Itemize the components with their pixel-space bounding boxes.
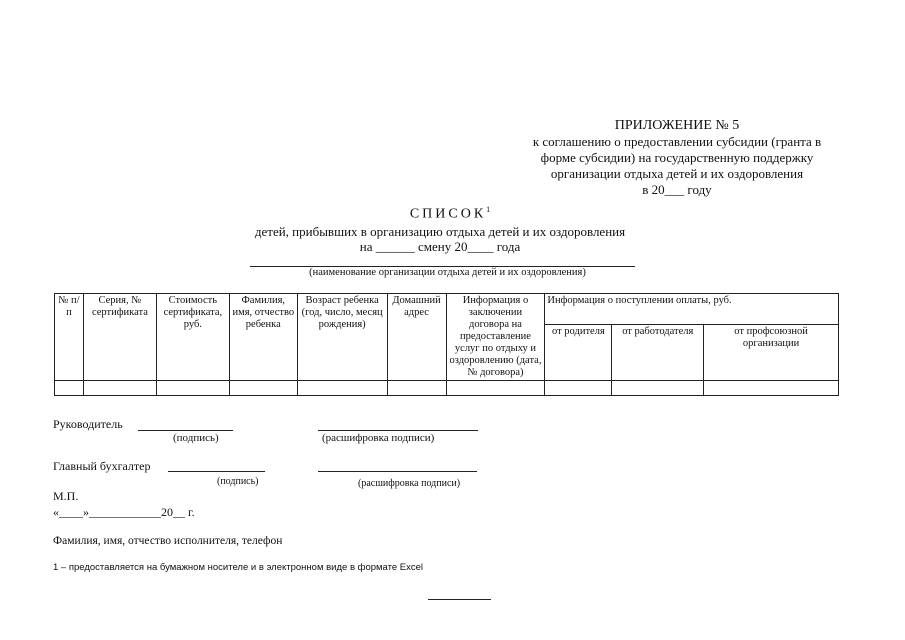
col-number: № п/п [55,294,84,381]
document-subtitle [230,224,650,254]
appendix-line: к соглашению о предоставлении субсидии (гранта в [532,134,822,149]
accountant-decryption-line [318,471,477,472]
footnote-mark: 1 [486,205,491,214]
col-payment-parent: от родителя [545,325,612,381]
appendix-line: организации отдыха детей и их оздоровления [550,166,804,181]
col-age: Возраст ребенка (год, число, месяц рождения) [297,294,387,381]
head-signature-caption: (подпись) [173,432,219,444]
table-header-row [55,294,839,325]
table-row [55,381,839,396]
accountant-signature-caption: (подпись) [217,476,259,487]
col-cost: Стоимость сертификата, руб. [156,294,229,381]
accountant-label: Главный бухгалтер [53,459,151,473]
head-signature-line [138,430,233,431]
appendix-line: форме субсидии) на государственную поддержку [540,150,814,165]
col-payment-group: Информация о поступлении оплаты, руб. [545,294,839,325]
appendix-header [527,118,827,198]
col-address: Домашний адрес [387,294,446,381]
col-fullname: Фамилия, имя, отчество ребенка [229,294,297,381]
col-certificate: Серия, № сертификата [83,294,156,381]
bottom-rule [428,599,491,600]
col-payment-employer: от работодателя [612,325,704,381]
col-contract: Информация о заключении договора на предоставление услуг по отдыху и оздоровлению (дата, № договора) [446,294,545,381]
subtitle-line-2: на ______ смену 20____ года [359,239,521,254]
date-line: «____»____________20__ г. [53,505,195,519]
head-label: Руководитель [53,417,123,431]
children-list-table [54,293,839,396]
stamp-label: М.П. [53,489,79,503]
executor-label: Фамилия, имя, отчество исполнителя, телефон [53,535,283,547]
accountant-signature-line [168,471,265,472]
accountant-decryption-caption: (расшифровка подписи) [358,478,461,489]
head-decryption-caption: (расшифровка подписи) [322,432,435,444]
document-title [300,205,600,223]
subtitle-line-1: детей, прибывших в организацию отдыха детей и их оздоровления [254,224,626,239]
col-payment-union: от профсоюзной организации [704,325,839,381]
appendix-line: в 20___ году [642,182,712,197]
footnote: 1 – предоставляется на бумажном носителе и в электронном виде в формате Excel [53,562,424,573]
head-decryption-line [318,430,478,431]
appendix-title: ПРИЛОЖЕНИЕ № 5 [614,118,740,133]
organization-caption: (наименование организации отдыха детей и их оздоровления) [309,267,586,278]
title-text: СПИСОК [409,206,487,222]
